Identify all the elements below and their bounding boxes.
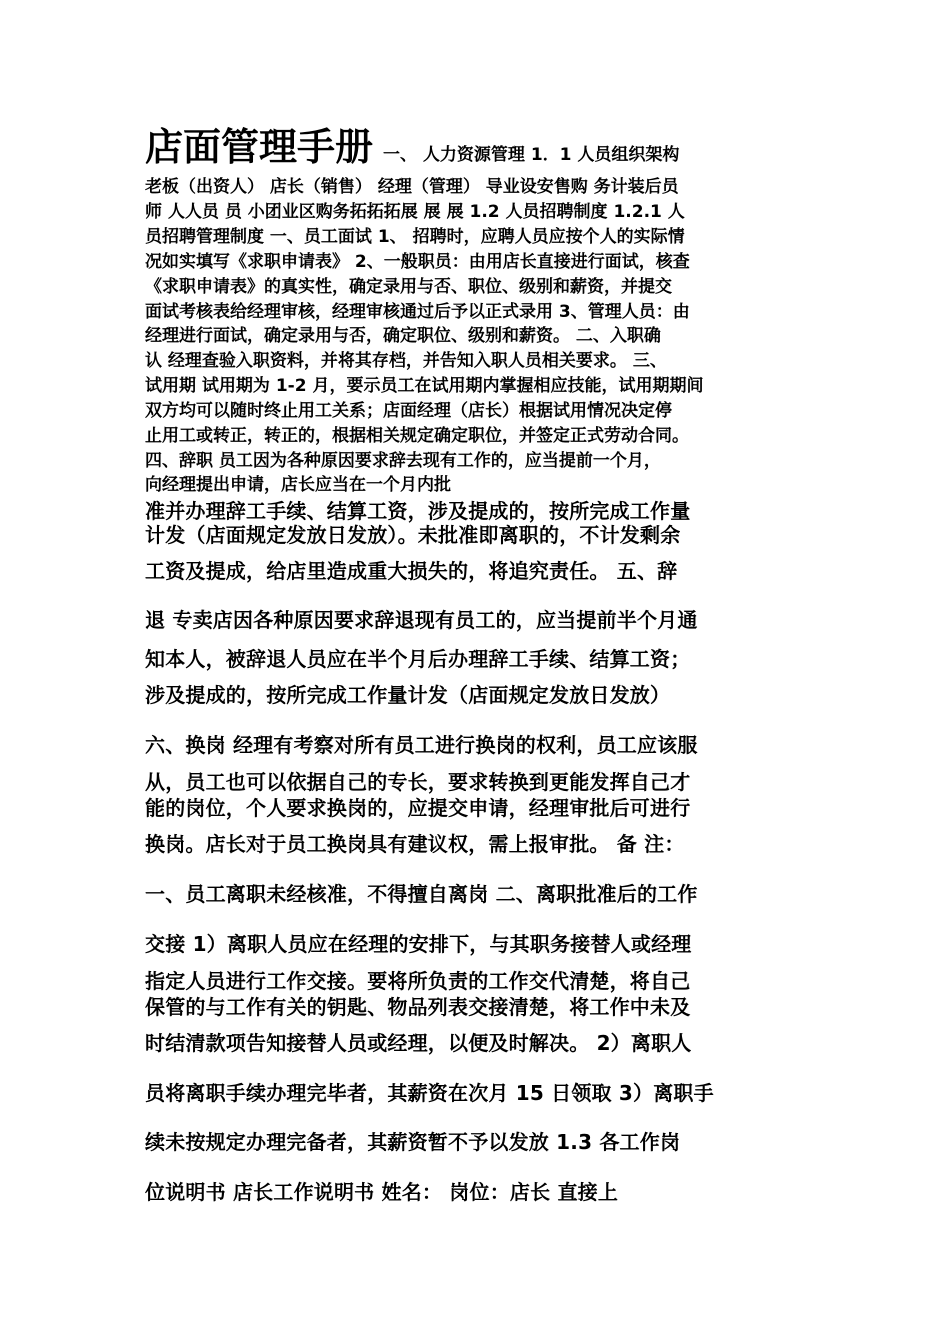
text-line: 知本人，被辞退人员应在半个月后办理辞工手续、结算工资；	[145, 647, 691, 671]
text-line: 面试考核表给经理审核，经理审核通过后予以正式录用 3、管理人员：由	[145, 302, 690, 322]
text-line: 况如实填写《求职申请表》 2、一般职员：由用店长直接进行面试，核查	[145, 252, 690, 272]
text-line: 时结清款项告知接替人员或经理，以便及时解决。 2）离职人	[145, 1031, 692, 1055]
text-line: 从，员工也可以依据自己的专长，要求转换到更能发挥自己才	[145, 770, 691, 794]
text-line: 涉及提成的，按所完成工作量计发（店面规定发放日发放）	[145, 683, 671, 707]
text-line: 四、辞职 员工因为各种原因要求辞去现有工作的，应当提前一个月，	[145, 451, 661, 471]
text-line: 位说明书 店长工作说明书 姓名： 岗位：店长 直接上	[145, 1180, 619, 1204]
text-line: 工资及提成，给店里造成重大损失的，将追究责任。 五、辞	[145, 559, 678, 583]
title-line	[145, 125, 810, 171]
text-line: 试用期 试用期为 1-2 月，要示员工在试用期内掌握相应技能，试用期期间	[145, 376, 704, 396]
text-line: 退 专卖店因各种原因要求辞退现有员工的，应当提前半个月通	[145, 608, 698, 632]
text-line: 续未按规定办理完备者，其薪资暂不予以发放 1.3 各工作岗	[145, 1130, 681, 1154]
text-line: 认 经理查验入职资料，并将其存档，并告知入职人员相关要求。 三、	[145, 351, 667, 371]
text-line: 计发（店面规定发放日发放）。未批准即离职的，不计发剩余	[145, 523, 681, 547]
text-line: 止用工或转正，转正的，根据相关规定确定职位，并签定正式劳动合同。	[145, 426, 689, 446]
text-line: 《求职申请表》的真实性，确定录用与否、职位、级别和薪资，并提交	[145, 277, 672, 297]
text-line: 员将离职手续办理完毕者，其薪资在次月 15 日领取 3）离职手	[145, 1081, 714, 1105]
text-line: 一、 人力资源管理 1．1 人员组织架构	[383, 145, 680, 165]
text-line: 一、员工离职未经核准，不得擅自离岗 二、离职批准后的工作	[145, 882, 698, 906]
text-line: 双方均可以随时终止用工关系；店面经理（店长）根据试用情况决定停	[145, 401, 672, 421]
text-line: 能的岗位，个人要求换岗的，应提交申请，经理审批后可进行	[145, 796, 691, 820]
text-line: 向经理提出申请，店长应当在一个月内批	[145, 475, 451, 495]
text-line: 经理进行面试，确定录用与否，确定职位、级别和薪资。 二、入职确	[145, 326, 661, 346]
text-line: 员招聘管理制度 一、员工面试 1、 招聘时，应聘人员应按个人的实际情	[145, 227, 685, 247]
text-line: 换岗。店长对于员工换岗具有建议权，需上报审批。 备 注：	[145, 832, 685, 856]
text-line: 交接 1）离职人员应在经理的安排下，与其职务接替人或经理	[145, 932, 692, 956]
text-line: 六、换岗 经理有考察对所有员工进行换岗的权利，员工应该服	[145, 733, 698, 757]
text-line: 准并办理辞工手续、结算工资，涉及提成的，按所完成工作量	[145, 499, 691, 523]
text-line: 保管的与工作有关的钥匙、物品列表交接清楚，将工作中未及	[145, 995, 691, 1019]
text-line: 老板（出资人） 店长（销售） 经理（管理） 导业设安售购 务计装后员	[145, 177, 679, 197]
text-line: 师 人人员 员 小团业区购务拓拓拓展 展 展 1.2 人员招聘制度 1.2.1 人	[145, 202, 685, 222]
document-title: 店面管理手册	[145, 125, 374, 169]
text-line: 指定人员进行工作交接。要将所负责的工作交代清楚，将自己	[145, 969, 691, 993]
